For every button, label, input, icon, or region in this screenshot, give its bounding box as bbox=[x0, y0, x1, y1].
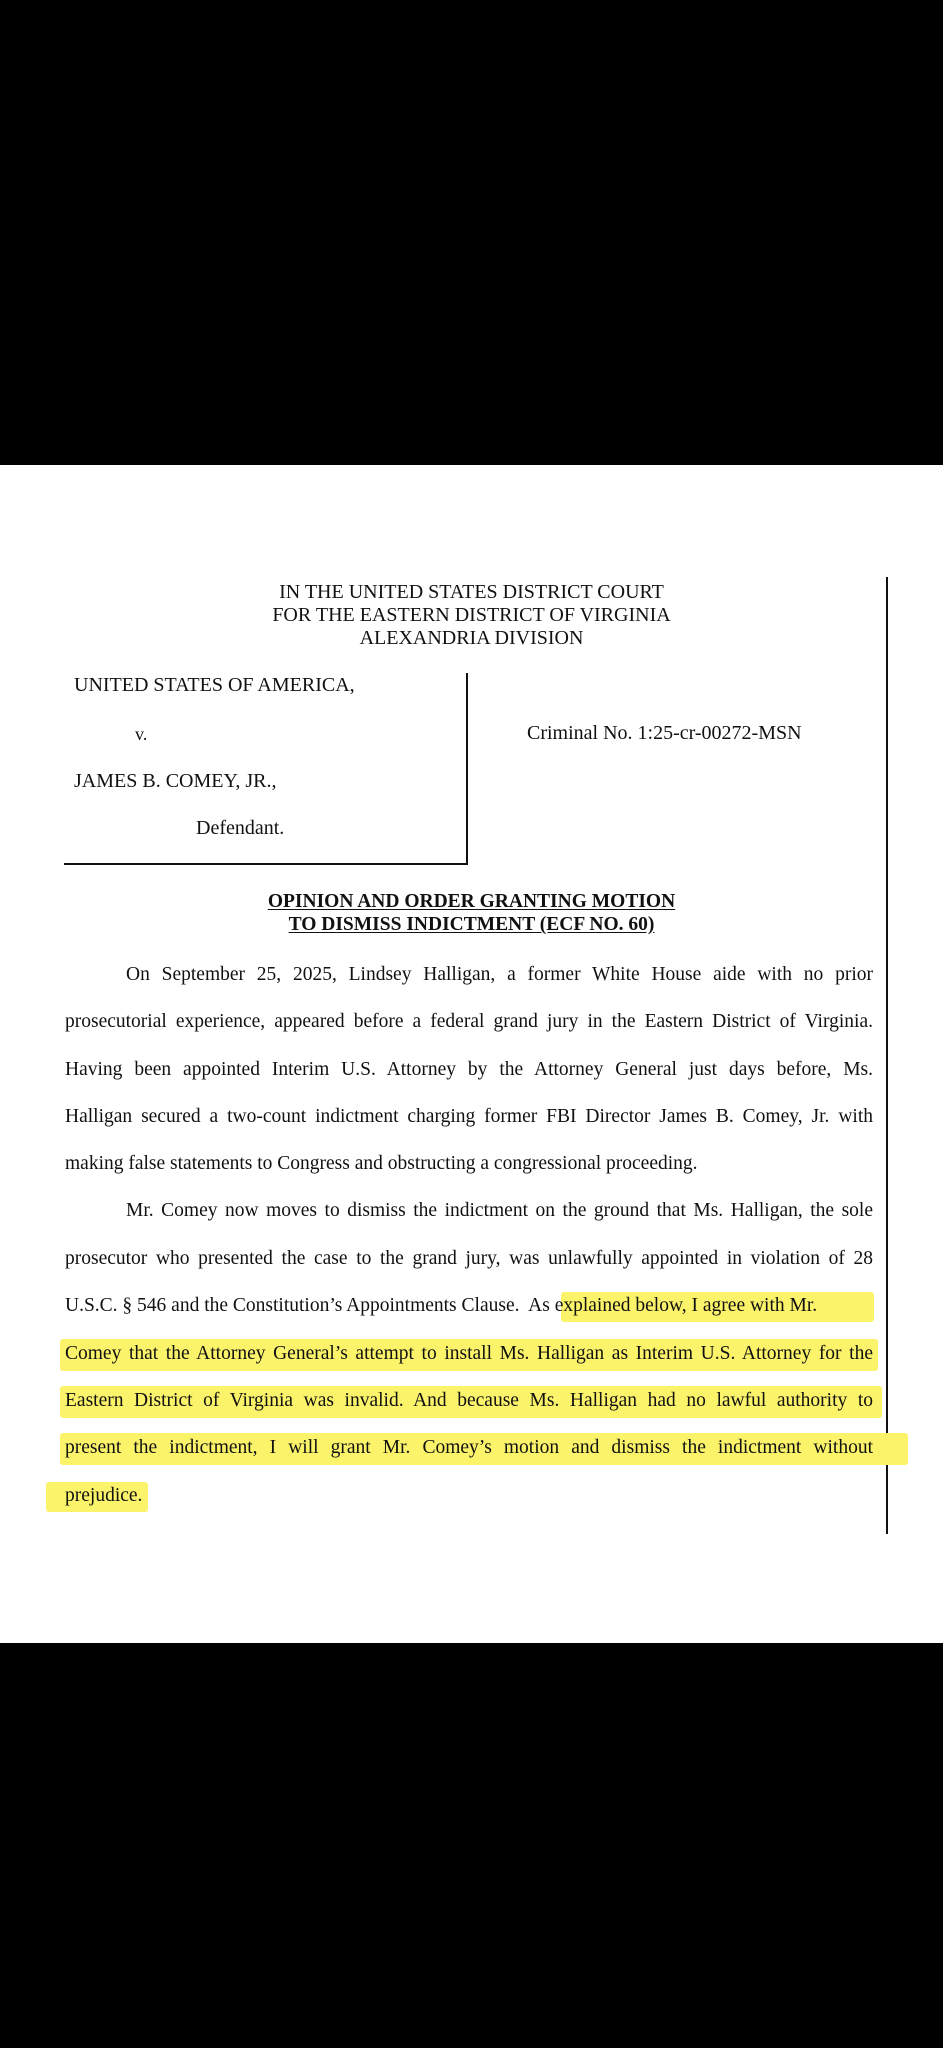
paragraph1-line: prosecutorial experience, appeared before a federal grand jury in the Eastern District of Virginia. bbox=[65, 1011, 873, 1032]
paragraph1-line: making false statements to Congress and obstructing a congressional proceeding. bbox=[65, 1153, 698, 1174]
top-black-band bbox=[0, 0, 943, 465]
paragraph2-line-highlighted: Comey that the Attorney General’s attempt to install Ms. Halligan as Interim U.S. Attorney for the bbox=[65, 1343, 873, 1364]
paragraph2-line bbox=[65, 1293, 817, 1319]
paragraph2-line: Mr. Comey now moves to dismiss the indictment on the ground that Ms. Halligan, the sole bbox=[126, 1200, 873, 1221]
paragraph2-line-highlighted: present the indictment, I will grant Mr. Comey’s motion and dismiss the indictment without bbox=[65, 1437, 873, 1458]
paragraph2-line-highlighted: prejudice. bbox=[65, 1485, 143, 1506]
court-heading-line: FOR THE EASTERN DISTRICT OF VIRGINIA bbox=[272, 604, 671, 626]
paragraph1-line: On September 25, 2025, Lindsey Halligan, a former White House aide with no prior bbox=[126, 964, 873, 985]
case-caption bbox=[64, 673, 469, 865]
right-margin-line bbox=[886, 577, 888, 1534]
court-heading bbox=[0, 581, 943, 650]
paragraph2-line: prosecutor who presented the case to the grand jury, was unlawfully appointed in violation of 28 bbox=[65, 1248, 873, 1269]
defendant-label: Defendant. bbox=[196, 817, 285, 839]
court-heading-line: IN THE UNITED STATES DISTRICT COURT bbox=[279, 581, 664, 603]
plaintiff: UNITED STATES OF AMERICA, bbox=[74, 674, 355, 696]
paragraph1-line: Having been appointed Interim U.S. Attorney by the Attorney General just days before, Ms. bbox=[65, 1059, 873, 1080]
paragraph1-line: Halligan secured a two-count indictment charging former FBI Director James B. Comey, Jr. with bbox=[65, 1106, 873, 1127]
court-heading-line: ALEXANDRIA DIVISION bbox=[359, 627, 584, 649]
bottom-black-band bbox=[0, 1643, 943, 2048]
paragraph2-line-plain: U.S.C. § 546 and the Constitution’s Appointments Clause. bbox=[65, 1295, 529, 1316]
document-page bbox=[0, 465, 943, 1643]
paragraph2-line-highlighted: As explained below, I agree with Mr. bbox=[528, 1295, 818, 1316]
versus: v. bbox=[135, 724, 148, 744]
paragraph2-line-highlighted: Eastern District of Virginia was invalid. And because Ms. Halligan had no lawful authority to bbox=[65, 1390, 873, 1411]
caption-vertical-rule bbox=[466, 673, 468, 865]
document-title bbox=[0, 890, 943, 936]
case-number: Criminal No. 1:25-cr-00272-MSN bbox=[527, 722, 802, 744]
caption-horizontal-rule bbox=[64, 863, 468, 865]
title-line: OPINION AND ORDER GRANTING MOTION bbox=[267, 891, 676, 912]
title-line: TO DISMISS INDICTMENT (ECF NO. 60) bbox=[288, 914, 655, 935]
defendant-name: JAMES B. COMEY, JR., bbox=[74, 770, 277, 792]
